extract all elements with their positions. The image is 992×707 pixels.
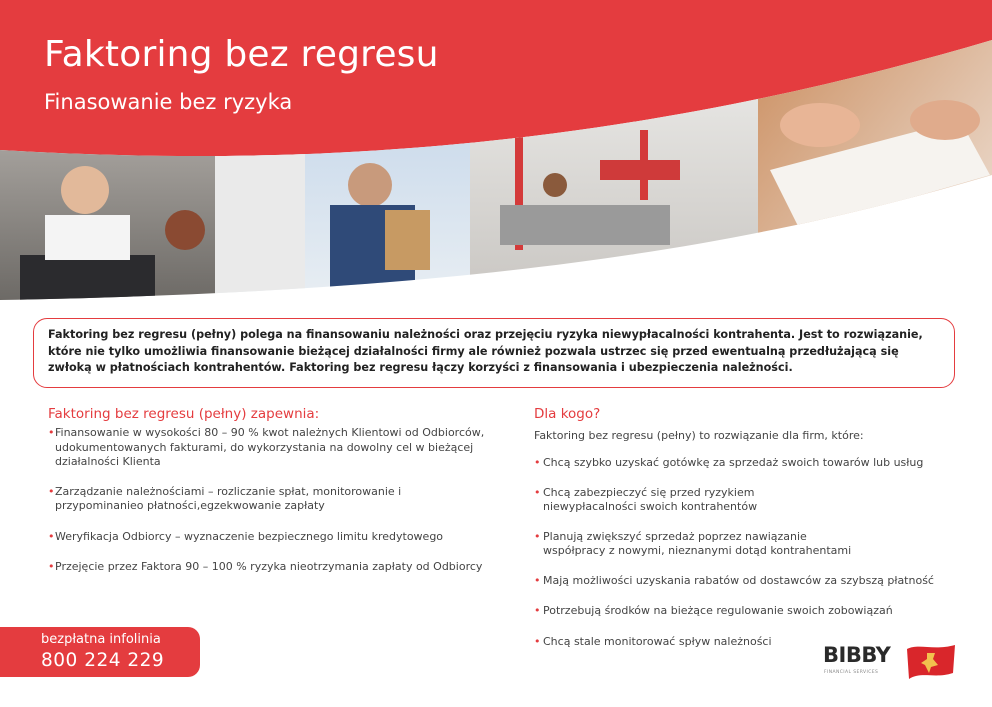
infoline-label: bezpłatna infolinia bbox=[41, 632, 161, 647]
infoline-number[interactable]: 800 224 229 bbox=[41, 650, 165, 671]
bullet-dot: • bbox=[534, 634, 541, 648]
benefits-list bbox=[48, 426, 488, 575]
bullet-dot: • bbox=[48, 484, 55, 498]
logo-wordmark: BIBBY bbox=[823, 643, 891, 667]
audience-list bbox=[534, 456, 954, 664]
page-subtitle: Finasowanie bez ryzyka bbox=[44, 90, 293, 114]
list-item: • Finansowanie w wysokości 80 – 90 % kwot należnych Klientowi od Odbiorców, udokumentowanych fakturami, do wykorzystania na dowolny cel w bieżącej działalności Klienta bbox=[48, 426, 485, 468]
bullet-dot: • bbox=[48, 426, 55, 439]
list-item: • Potrzebują środków na bieżące regulowanie swoich zobowiązań bbox=[534, 604, 893, 617]
bullet-dot: • bbox=[48, 560, 55, 573]
logo-tagline: FINANCIAL SERVICES bbox=[824, 670, 879, 675]
intro-box bbox=[33, 318, 955, 388]
list-item: • Mają możliwości uzyskania rabatów od dostawców za szybszą płatność bbox=[534, 573, 934, 587]
list-item: • Weryfikacja Odbiorcy – wyznaczenie bezpiecznego limitu kredytowego bbox=[48, 529, 444, 543]
list-item: • Chcą stale monitorować spływ należności bbox=[534, 634, 772, 648]
page-title: Faktoring bez regresu bbox=[44, 34, 439, 75]
audience-intro: Faktoring bez regresu (pełny) to rozwiązanie dla firm, które: bbox=[534, 429, 864, 442]
intro-text: Faktoring bez regresu (pełny) polega na finansowaniu należności oraz przejęciu ryzyka niewypłacalności kontrahenta. Jest to rozwiązanie, które nie tylko umożliwia finansowanie bieżącej działalności firmy ale również pozwala ustrzec się przed ewentualną przedłużającą się zwłoką w płatnościach kontrahentów. Faktoring bez regresu łączy korzyści z finansowania i ubezpieczenia należności. bbox=[48, 328, 923, 374]
list-item: • Zarządzanie należnościami – rozliczanie spłat, monitorowanie i przypominanieo płatności,egzekwowanie zapłaty bbox=[48, 484, 402, 512]
bullet-dot: • bbox=[534, 485, 541, 499]
audience-heading: Dla kogo? bbox=[534, 406, 601, 422]
list-item: • Planują zwiększyć sprzedaż poprzez nawiązanie współpracy z nowymi, nieznanymi dotąd kontrahentami bbox=[534, 529, 852, 557]
bibby-logo bbox=[823, 643, 958, 683]
bibby-flag-icon bbox=[905, 643, 957, 683]
bullet-dot: • bbox=[534, 456, 541, 469]
bullet-dot: • bbox=[534, 573, 541, 587]
benefits-heading: Faktoring bez regresu (pełny) zapewnia: bbox=[48, 406, 320, 422]
bullet-dot: • bbox=[534, 529, 541, 543]
list-item: • Chcą szybko uzyskać gotówkę za sprzedaż swoich towarów lub usług bbox=[534, 456, 924, 469]
hero-banner bbox=[0, 0, 992, 300]
list-item: • Chcą zabezpieczyć się przed ryzykiem niewypłacalności swoich kontrahentów bbox=[534, 485, 758, 513]
list-item: • Przejęcie przez Faktora 90 – 100 % ryzyka nieotrzymania zapłaty od Odbiorcy bbox=[48, 560, 483, 573]
infoline-box bbox=[0, 627, 200, 677]
bullet-dot: • bbox=[48, 529, 55, 543]
bullet-dot: • bbox=[534, 604, 541, 617]
